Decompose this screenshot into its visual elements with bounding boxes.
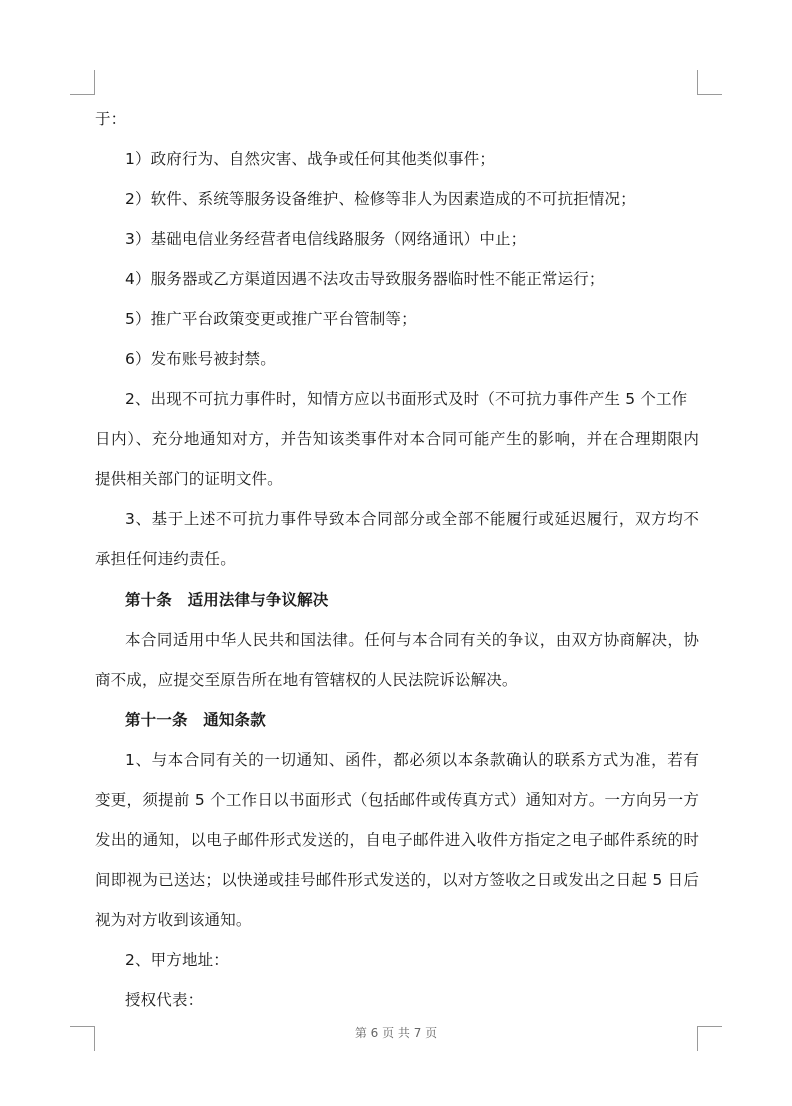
paragraph-line: 2、出现不可抗力事件时，知情方应以书面形式及时（不可抗力事件产生 5 个工作 [125, 390, 688, 408]
list-item: 2）软件、系统等服务设备维护、检修等非人为因素造成的不可抗拒情况； [125, 190, 636, 208]
paragraph-line: 本合同适用中华人民共和国法律。任何与本合同有关的争议，由双方协商解决，协 [125, 631, 699, 649]
crop-mark-top-left [70, 70, 95, 95]
paragraph-line: 1、与本合同有关的一切通知、函件，都必须以本条款确认的联系方式为准，若有 [125, 751, 699, 769]
paragraph-line: 于： [95, 110, 127, 128]
paragraph-line: 间即视为已送达；以快递或挂号邮件形式发送的，以对方签收之日或发出之日起 5 日后 [95, 871, 699, 889]
list-item: 1）政府行为、自然灾害、战争或任何其他类似事件； [125, 150, 495, 168]
paragraph-line: 日内）、充分地通知对方，并告知该类事件对本合同可能产生的影响，并在合理期限内 [95, 430, 699, 448]
list-item: 3）基础电信业务经营者电信线路服务（网络通讯）中止； [125, 230, 527, 248]
paragraph-line: 承担任何违约责任。 [95, 550, 236, 568]
paragraph-line: 3、基于上述不可抗力事件导致本合同部分或全部不能履行或延迟履行，双方均不 [125, 510, 699, 528]
crop-mark-top-right [697, 70, 722, 95]
paragraph-line: 变更，须提前 5 个工作日以书面形式（包括邮件或传真方式）通知对方。一方向另一方 [95, 791, 699, 809]
paragraph-line: 发出的通知，以电子邮件形式发送的，自电子邮件进入收件方指定之电子邮件系统的时 [95, 831, 699, 849]
list-item: 5）推广平台政策变更或推广平台管制等； [125, 310, 417, 328]
paragraph-line: 授权代表： [125, 991, 204, 1009]
section-heading: 第十一条 通知条款 [125, 711, 266, 729]
paragraph-line: 2、甲方地址： [125, 951, 229, 969]
list-item: 6）发布账号被封禁。 [125, 350, 276, 368]
section-heading: 第十条 适用法律与争议解决 [125, 591, 329, 609]
paragraph-line: 视为对方收到该通知。 [95, 911, 252, 929]
list-item: 4）服务器或乙方渠道因遇不法攻击导致服务器临时性不能正常运行； [125, 270, 605, 288]
paragraph-line: 商不成，应提交至原告所在地有管辖权的人民法院诉讼解决。 [95, 671, 518, 689]
page-number-footer: 第 6 页 共 7 页 [354, 1026, 438, 1040]
paragraph-line: 提供相关部门的证明文件。 [95, 470, 283, 488]
